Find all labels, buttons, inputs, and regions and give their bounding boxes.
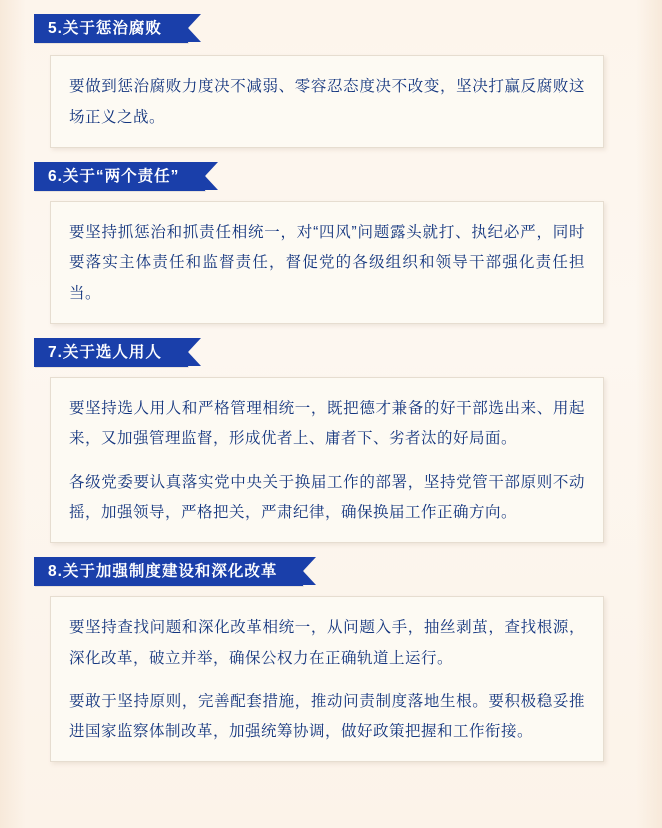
section-8-paragraph-1: 要坚持查找问题和深化改革相统一，从问题入手，抽丝剥茧，查找根源，深化改革，破立并举，确保公权力在正确轨道上运行。	[69, 619, 585, 667]
section-8-heading: 8.关于加强制度建设和深化改革	[34, 557, 303, 586]
section-5-heading: 5.关于惩治腐败	[34, 14, 188, 43]
section-7-heading: 7.关于选人用人	[34, 338, 188, 367]
section-8-paragraph-2: 要敢于坚持原则，完善配套措施，推动问责制度落地生根。要积极稳妥推进国家监察体制改革，加强统筹协调，做好政策把握和工作衔接。	[69, 692, 585, 741]
section-8	[30, 557, 622, 762]
section-6-card	[50, 201, 604, 324]
section-5-card	[50, 55, 604, 147]
section-8-card	[50, 596, 604, 762]
section-7-card	[50, 377, 604, 543]
section-6	[30, 162, 622, 324]
section-7-paragraph-1: 要坚持选人用人和严格管理相统一，既把德才兼备的好干部选出来、用起来，又加强管理监督，形成优者上、庸者下、劣者汰的好局面。	[69, 400, 585, 448]
section-7-paragraph-2: 各级党委要认真落实党中央关于换届工作的部署，坚持党管干部原则不动摇，加强领导，严格把关，严肃纪律，确保换届工作正确方向。	[69, 473, 585, 521]
section-7	[30, 338, 622, 543]
section-5-paragraph-1: 要做到惩治腐败力度决不减弱、零容忍态度决不改变，坚决打赢反腐败这场正义之战。	[69, 78, 585, 126]
section-5	[30, 14, 622, 148]
section-6-heading: 6.关于“两个责任”	[34, 162, 205, 191]
section-6-paragraph-1: 要坚持抓惩治和抓责任相统一，对“四风”问题露头就打、执纪必严，同时要落实主体责任和监督责任，督促党的各级组织和领导干部强化责任担当。	[69, 224, 585, 302]
